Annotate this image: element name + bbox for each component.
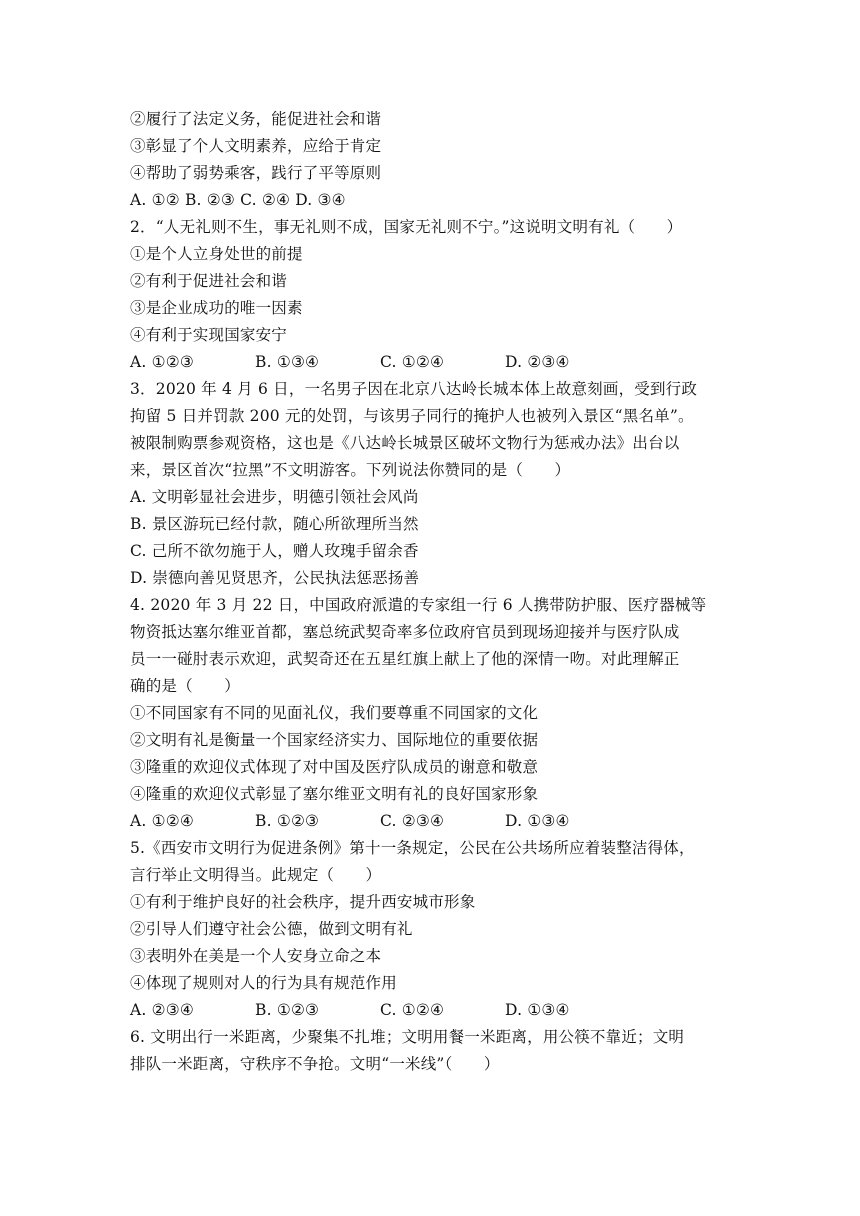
q5-choice-b: B. ①②③ bbox=[255, 1001, 320, 1019]
q4-stem-line-4: 确的是（ ） bbox=[130, 677, 240, 695]
q4-option-2: ②文明有礼是衡量一个国家经济实力、国际地位的重要依据 bbox=[130, 731, 539, 749]
q5-stem-line-2: 言行举止文明得当。此规定（ ） bbox=[130, 866, 382, 884]
q5-stem-line-1: 5.《西安市文明行为促进条例》第十一条规定，公民在公共场所应着装整洁得体， bbox=[130, 839, 695, 857]
q5-option-4: ④体现了规则对人的行为具有规范作用 bbox=[130, 974, 397, 992]
q3-choice-c: C. 己所不欲勿施于人，赠人玫瑰手留余香 bbox=[130, 542, 419, 560]
q5-choices bbox=[130, 997, 740, 1024]
q4-choice-c: C. ②③④ bbox=[380, 812, 445, 830]
q4-choice-d: D. ①③④ bbox=[505, 812, 570, 830]
q3-stem-line-3: 被限制购票参观资格，这也是《八达岭长城景区破坏文物行为惩戒办法》出台以 bbox=[130, 434, 680, 452]
q2-choice-d: D. ②③④ bbox=[505, 353, 570, 371]
q1-option-4: ④帮助了弱势乘客，践行了平等原则 bbox=[130, 164, 382, 182]
q5-choice-d: D. ①③④ bbox=[505, 1001, 570, 1019]
q1-option-2: ②履行了法定义务，能促进社会和谐 bbox=[130, 110, 382, 128]
q3-stem-line-4: 来，景区首次“拉黑”不文明游客。下列说法你赞同的是（ ） bbox=[130, 461, 571, 479]
q2-choices bbox=[130, 349, 740, 376]
q5-option-2: ②引导人们遵守社会公德，做到文明有礼 bbox=[130, 920, 413, 938]
q4-stem-line-3: 员一一碰肘表示欢迎，武契奇还在五星红旗上献上了他的深情一吻。对此理解正 bbox=[130, 650, 680, 668]
q6-stem-line-1: 6. 文明出行一米距离，少聚集不扎堆；文明用餐一米距离，用公筷不靠近；文明 bbox=[130, 1028, 685, 1046]
q4-option-1: ①不同国家有不同的见面礼仪，我们要尊重不同国家的文化 bbox=[130, 704, 539, 722]
q2-choice-b: B. ①③④ bbox=[255, 353, 320, 371]
q2-option-2: ②有利于促进社会和谐 bbox=[130, 272, 288, 290]
q2-option-1: ①是个人立身处世的前提 bbox=[130, 245, 303, 263]
q5-choice-a: A. ②③④ bbox=[130, 1001, 194, 1019]
q3-choice-d: D. 崇德向善见贤思齐，公民执法惩恶扬善 bbox=[130, 569, 420, 587]
q6-stem-line-2: 排队一米距离，守秩序不争抢。文明“一米线”（ ） bbox=[130, 1055, 500, 1073]
q3-stem-line-1: 3．2020 年 4 月 6 日，一名男子因在北京八达岭长城本体上故意刻画，受到行政 bbox=[130, 380, 698, 398]
q5-option-3: ③表明外在美是一个人安身立命之本 bbox=[130, 947, 382, 965]
q2-option-3: ③是企业成功的唯一因素 bbox=[130, 299, 303, 317]
q3-choice-a: A. 文明彰显社会进步，明德引领社会风尚 bbox=[130, 488, 419, 506]
q4-choices bbox=[130, 808, 740, 835]
q4-option-4: ④隆重的欢迎仪式彰显了塞尔维亚文明有礼的良好国家形象 bbox=[130, 785, 539, 803]
q5-option-1: ①有利于维护良好的社会秩序，提升西安城市形象 bbox=[130, 893, 476, 911]
q1-option-3: ③彰显了个人文明素养，应给于肯定 bbox=[130, 137, 382, 155]
q2-option-4: ④有利于实现国家安宁 bbox=[130, 326, 288, 344]
q1-choices: A. ①② B. ②③ C. ②④ D. ③④ bbox=[130, 191, 346, 209]
q4-choice-b: B. ①②③ bbox=[255, 812, 320, 830]
q4-stem-line-1: 4. 2020 年 3 月 22 日，中国政府派遣的专家组一行 6 人携带防护服、医疗器械等 bbox=[130, 596, 707, 614]
q4-choice-a: A. ①②④ bbox=[130, 812, 194, 830]
q2-choice-c: C. ①②④ bbox=[380, 353, 445, 371]
q4-stem-line-2: 物资抵达塞尔维亚首都，塞总统武契奇率多位政府官员到现场迎接并与医疗队成 bbox=[130, 623, 680, 641]
q5-choice-c: C. ①②④ bbox=[380, 1001, 445, 1019]
q2-stem: 2．“人无礼则不生，事无礼则不成，国家无礼则不宁。”这说明文明有礼（ ） bbox=[130, 218, 683, 236]
q4-option-3: ③隆重的欢迎仪式体现了对中国及医疗队成员的谢意和敬意 bbox=[130, 758, 539, 776]
q3-stem-line-2: 拘留 5 日并罚款 200 元的处罚，与该男子同行的掩护人也被列入景区“黑名单”。 bbox=[130, 407, 694, 425]
question-body bbox=[130, 106, 740, 1078]
q2-choice-a: A. ①②③ bbox=[130, 353, 194, 371]
q3-choice-b: B. 景区游玩已经付款，随心所欲理所当然 bbox=[130, 515, 419, 533]
